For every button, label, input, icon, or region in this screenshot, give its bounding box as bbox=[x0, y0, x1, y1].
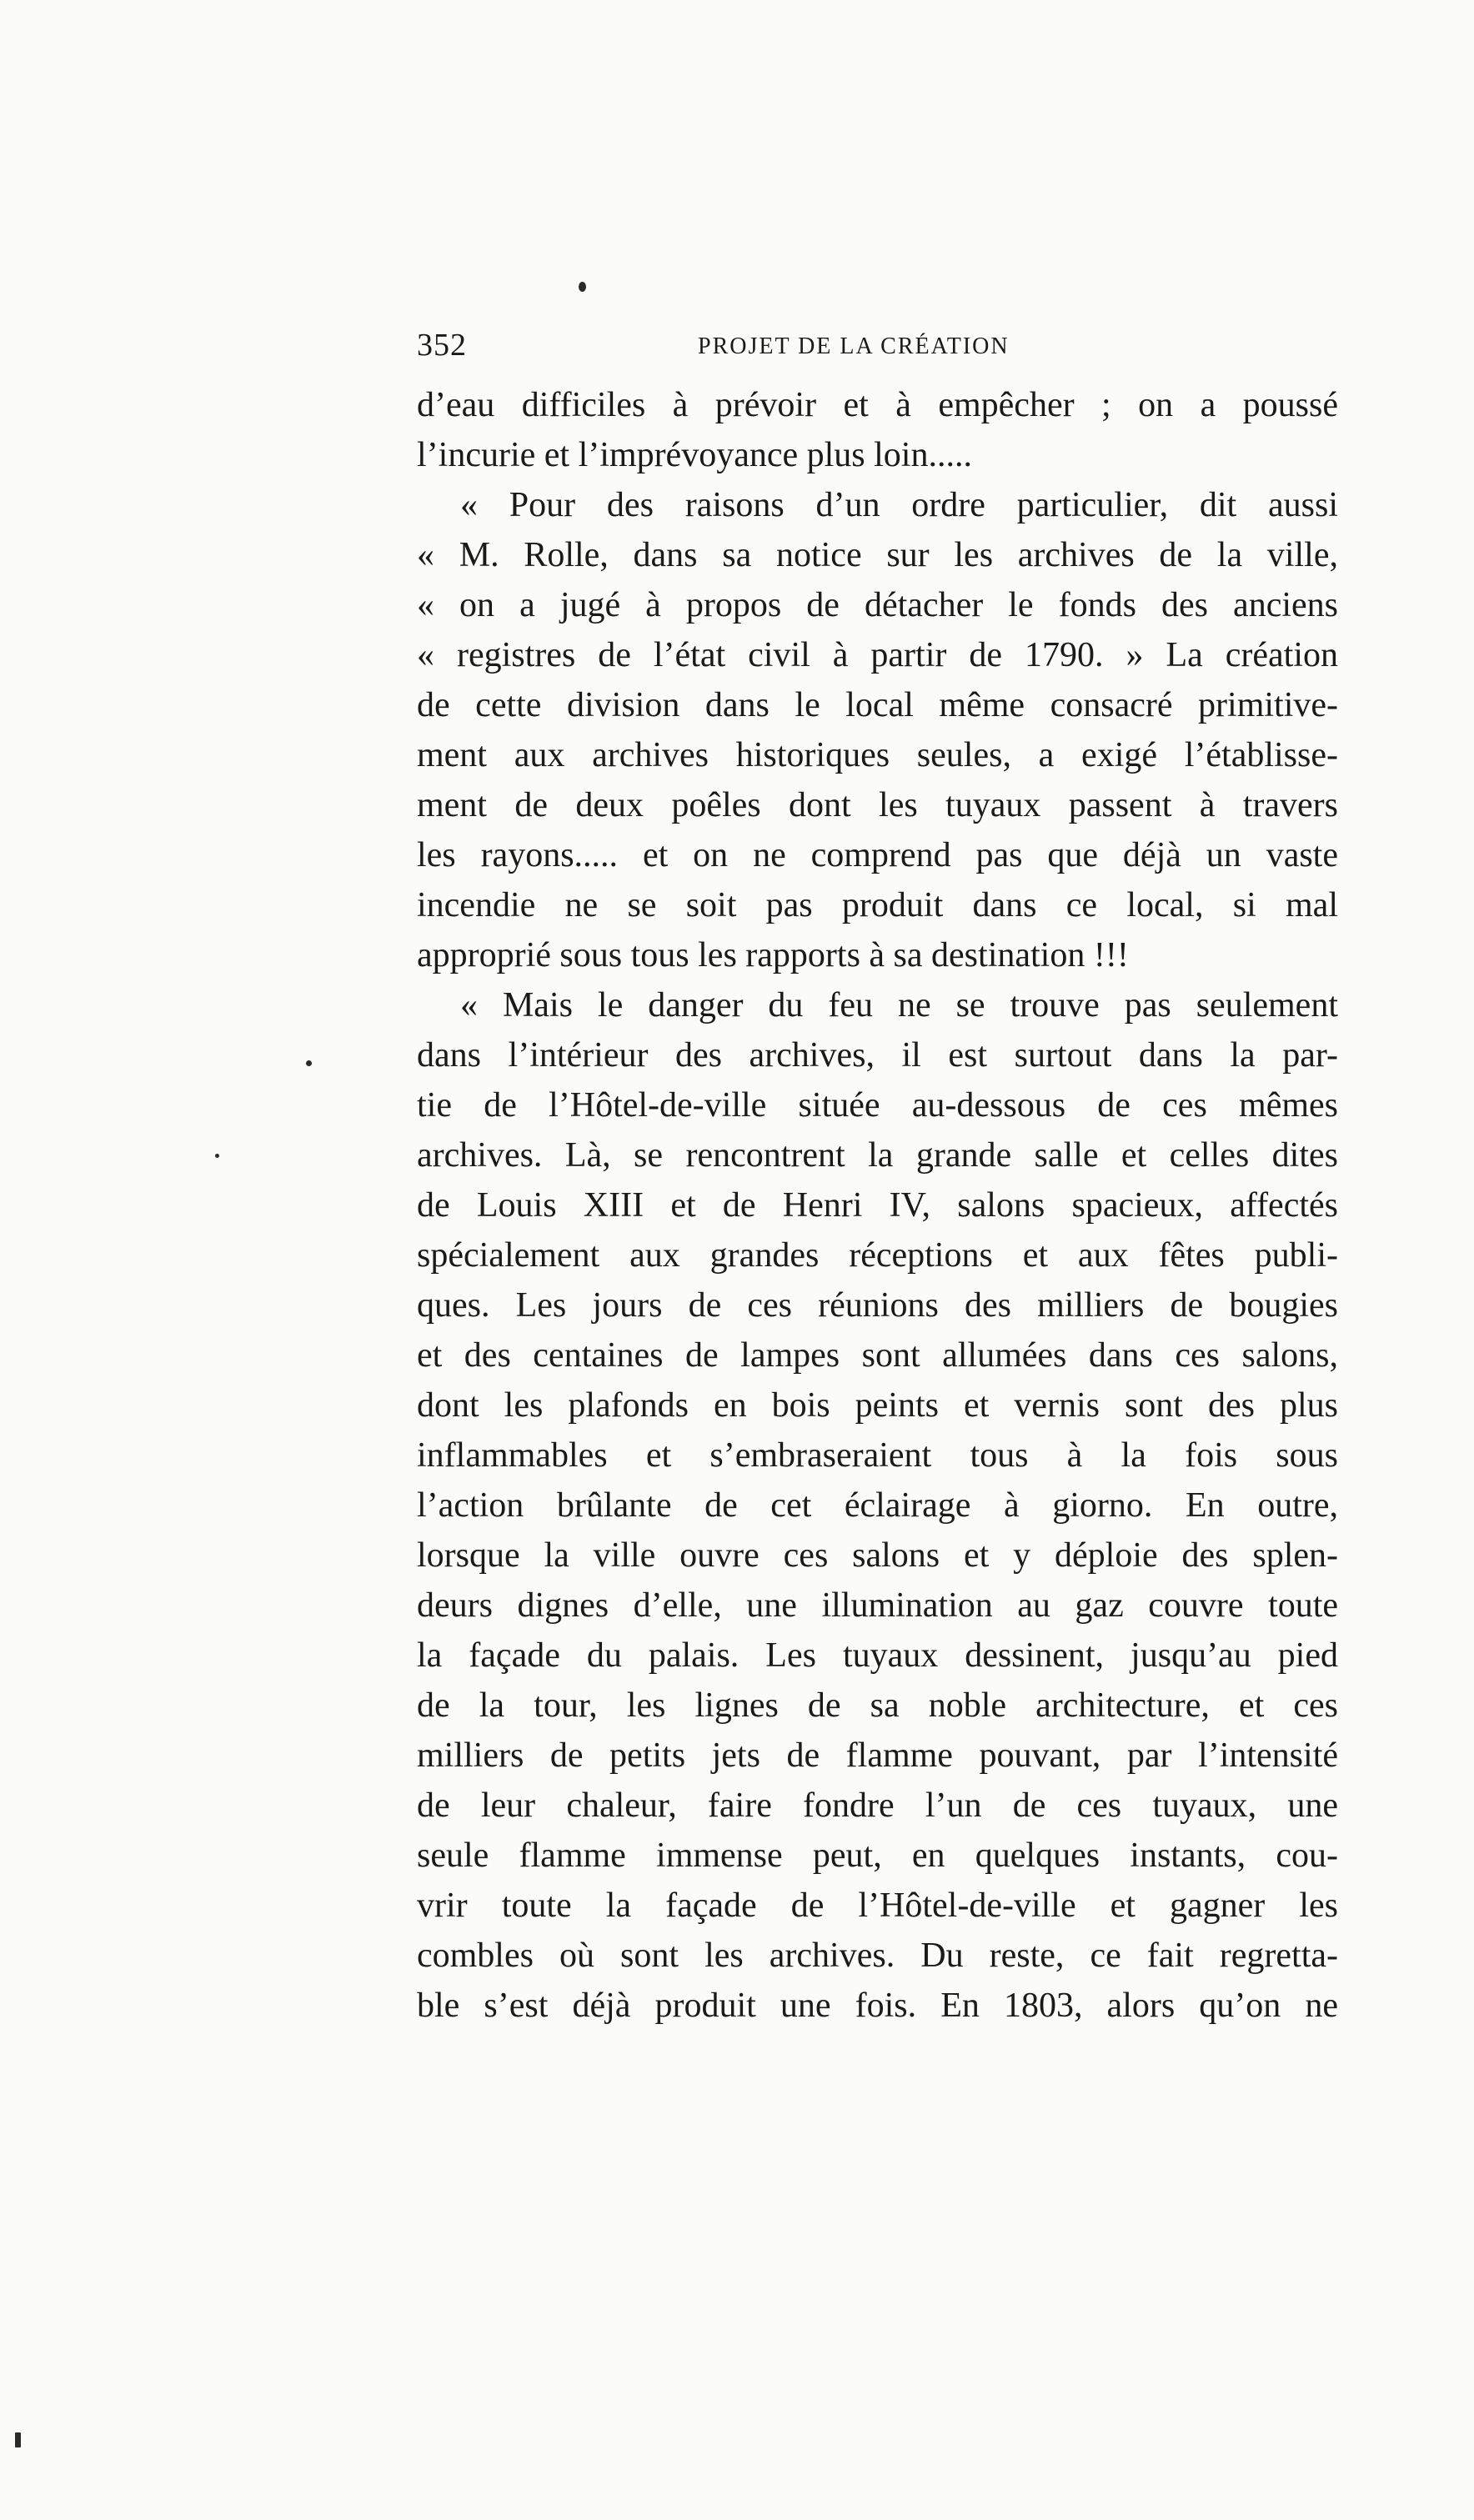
text-line: la façade du palais. Les tuyaux dessinent, jusqu’au pied bbox=[417, 1636, 1338, 1675]
text-line: dont les plafonds en bois peints et vernis sont des plus bbox=[417, 1386, 1338, 1425]
text-line: vrir toute la façade de l’Hôtel-de-ville et gagner les bbox=[417, 1886, 1338, 1925]
running-head: PROJET DE LA CRÉATION bbox=[698, 333, 1010, 359]
text-line: l’action brûlante de cet éclairage à giorno. En outre, bbox=[417, 1486, 1338, 1525]
text-line: de leur chaleur, faire fondre l’un de ces tuyaux, une bbox=[417, 1786, 1338, 1825]
text-line: spécialement aux grandes réceptions et aux fêtes publi- bbox=[417, 1236, 1338, 1275]
text-line: deurs dignes d’elle, une illumination au gaz couvre toute bbox=[417, 1586, 1338, 1625]
text-line: de cette division dans le local même consacré primitive- bbox=[417, 686, 1338, 724]
ink-speck bbox=[306, 1060, 312, 1066]
text-line: ment aux archives historiques seules, a exigé l’établisse- bbox=[417, 736, 1338, 774]
text-line: archives. Là, se rencontrent la grande salle et celles dites bbox=[417, 1136, 1338, 1175]
text-line: d’eau difficiles à prévoir et à empêcher ; on a poussé bbox=[417, 386, 1338, 424]
text-line: « Mais le danger du feu ne se trouve pas seulement bbox=[460, 986, 1338, 1025]
text-line: inflammables et s’embraseraient tous à la fois sous bbox=[417, 1436, 1338, 1475]
text-line: lorsque la ville ouvre ces salons et y déploie des splen- bbox=[417, 1536, 1338, 1575]
text-line: « Pour des raisons d’un ordre particulier, dit aussi bbox=[460, 486, 1338, 524]
text-line: de Louis XIII et de Henri IV, salons spacieux, affectés bbox=[417, 1186, 1338, 1225]
text-line: les rayons..... et on ne comprend pas que déjà un vaste bbox=[417, 836, 1338, 874]
text-line: « on a jugé à propos de détacher le fonds des anciens bbox=[417, 586, 1338, 624]
ink-speck bbox=[579, 282, 586, 292]
ink-speck bbox=[15, 2432, 21, 2447]
text-line: tie de l’Hôtel-de-ville située au-dessous de ces mêmes bbox=[417, 1086, 1338, 1125]
text-line: dans l’intérieur des archives, il est surtout dans la par- bbox=[417, 1036, 1338, 1075]
page-header bbox=[417, 327, 1338, 367]
text-line: ques. Les jours de ces réunions des milliers de bougies bbox=[417, 1286, 1338, 1325]
text-line: ble s’est déjà produit une fois. En 1803, alors qu’on ne bbox=[417, 1986, 1338, 2025]
text-line: de la tour, les lignes de sa noble architecture, et ces bbox=[417, 1686, 1338, 1725]
text-line: seule flamme immense peut, en quelques instants, cou- bbox=[417, 1836, 1338, 1875]
text-line: « registres de l’état civil à partir de 1790. » La création bbox=[417, 636, 1338, 674]
text-line: et des centaines de lampes sont allumées dans ces salons, bbox=[417, 1336, 1338, 1375]
page-number: 352 bbox=[417, 328, 467, 363]
text-line: incendie ne se soit pas produit dans ce local, si mal bbox=[417, 886, 1338, 924]
ink-speck bbox=[215, 1154, 219, 1158]
body-text bbox=[417, 380, 1338, 2031]
text-line: « M. Rolle, dans sa notice sur les archives de la ville, bbox=[417, 536, 1338, 574]
text-line: combles où sont les archives. Du reste, ce fait regretta- bbox=[417, 1936, 1338, 1975]
text-line: milliers de petits jets de flamme pouvant, par l’intensité bbox=[417, 1736, 1338, 1775]
text-line: approprié sous tous les rapports à sa destination !!! bbox=[417, 936, 1129, 974]
text-line: l’incurie et l’imprévoyance plus loin..... bbox=[417, 436, 972, 474]
text-line: ment de deux poêles dont les tuyaux passent à travers bbox=[417, 786, 1338, 824]
